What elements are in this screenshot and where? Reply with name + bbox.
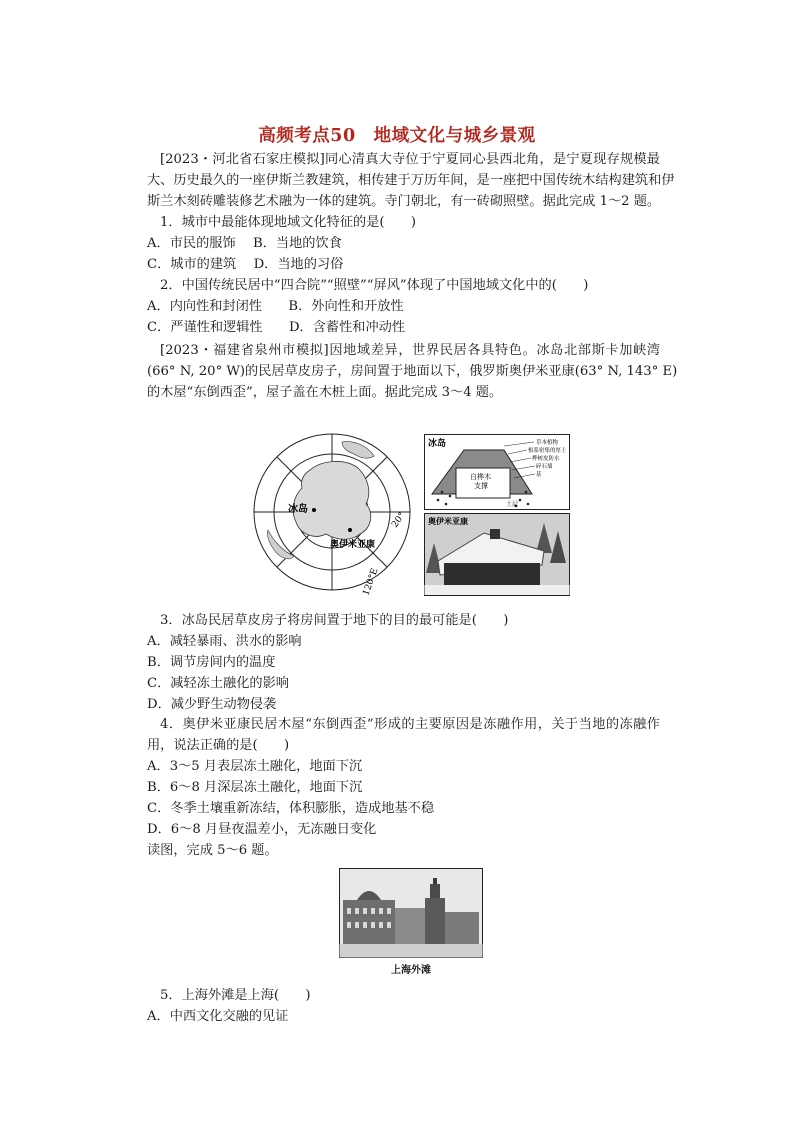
label-thick-soil: 根系密集的厚土 [528,448,567,454]
label-birch-wood: 白桦木 [470,473,491,481]
q3-opt-d: D．减少野生动物侵袭 [147,697,277,712]
q3-stem: 3．冰岛民居草皮房子将房间置于地下的目的最可能是( ) [160,613,509,628]
intro2-line-2: (66° N, 20° W)的民居草皮房子，房间置于地面以下，俄罗斯奥伊米亚康(63° N, 143° E) [147,364,678,379]
page-title: 高频考点50 地域文化与城乡景观 [258,126,536,146]
map-label-120e: 120°E [361,567,381,598]
q4-stem-2: 用，说法正确的是( ) [147,738,290,753]
iceland-point [312,508,316,512]
label-soil-layer: 土层 [506,501,519,508]
q3-opt-c: C．减轻冻土融化的影响 [147,676,289,691]
intro2-line-1: [2023・福建省泉州市模拟]因地域差异，世界民居各具特色。冰岛北部斯卡加峡湾 [160,343,660,358]
q4-opt-d: D．6～8 月昼夜温差小，无冻融日变化 [147,822,377,837]
oymyakon-photo [424,513,570,596]
oymyakon-point [348,528,352,532]
map-label-20: 20° [390,510,408,530]
label-birch-bark: 桦树皮防水 [532,456,560,462]
q1-stem: 1．城市中最能体现地域文化特征的是( ) [160,215,417,230]
q4-opt-a: A．3～5 月表层冻土融化，地面下沉 [147,759,363,774]
intro1-line-1: [2023・河北省石家庄模拟]同心清真大寺位于宁夏同心县西北角，是宁夏现存规模最 [160,152,660,167]
map-label-oymyakon: 奥伊米亚康 [330,540,376,550]
shanghai-bund-photo [339,868,483,958]
q5-stem: 5．上海外滩是上海( ) [160,988,311,1003]
q5-opt-a: A．中西文化交融的见证 [147,1009,289,1024]
iceland-house-diagram [424,434,570,510]
intro1-line-2: 大、历史最久的一座伊斯兰教建筑，相传建于万历年间，是一座把中国传统木结构建筑和伊 [147,173,675,188]
bund-caption: 上海外滩 [391,965,431,976]
q1-opts-cd: C．城市的建筑 D．当地的习俗 [147,257,344,272]
intro2-line-3: 的木屋“东倒西歪”，屋子盖在木桩上面。据此完成 3～4 题。 [147,385,503,400]
polar-map-figure [250,430,420,602]
label-support: 支撑 [474,482,488,490]
map-label-iceland: 冰岛 [288,504,308,515]
q4-stem-1: 4．奥伊米亚康民居木屋“东倒西歪”形成的主要原因是冻融作用，关于当地的冻融作 [160,717,660,732]
q2-opts-cd: C．严谨性和逻辑性 D．含蓄性和冲动性 [147,320,406,335]
q2-opts-ab: A．内向性和封闭性 B．外向性和开放性 [147,299,404,314]
label-grass: 草本植物 [536,440,559,446]
q4-opt-c: C．冬季土壤重新冻结，体积膨胀，造成地基不稳 [147,801,435,816]
q3-opt-b: B．调节房间内的温度 [147,655,276,670]
q1-opts-ab: A．市民的服饰 B．当地的饮食 [147,236,342,251]
iceland-panel-title: 冰岛 [428,439,447,449]
q4-opt-b: B．6～8 月深层冻土融化，地面下沉 [147,780,363,795]
label-rubble-wall: 碎石墙 [536,464,553,470]
label-base: 基 [536,472,542,478]
q3-opt-a: A．减轻暴雨、洪水的影响 [147,634,302,649]
read-instruction: 读图，完成 5～6 题。 [147,843,278,858]
q2-stem: 2．中国传统民居中“四合院”“照壁”“屏风”体现了中国地域文化中的( ) [160,278,589,293]
intro1-line-3: 斯兰木刻砖雕装修艺术融为一体的建筑。寺门朝北，有一砖砌照壁。据此完成 1～2 题。 [147,194,661,209]
oymyakon-panel-title: 奥伊米亚康 [428,516,468,526]
